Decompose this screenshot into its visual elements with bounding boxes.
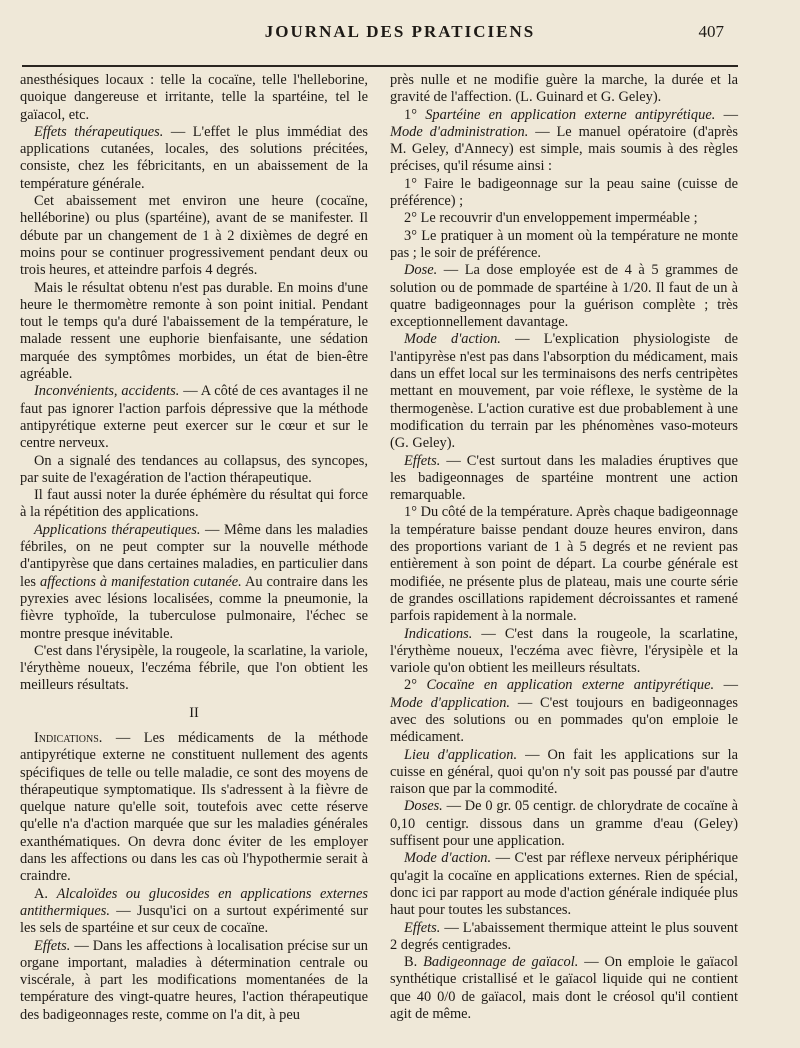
paragraph: 2° Cocaïne en application externe antipyrétique. — Mode d'application. — C'est toujours en badigeonnages avec des solutions ou en pommades qu'on emploie le médicament. — [390, 677, 738, 746]
page-number: 407 — [698, 22, 724, 41]
run-in-heading: Cocaïne en application externe antipyrétique. — [426, 677, 715, 694]
paragraph: Effets thérapeutiques. — L'effet le plus immédiat des applications cutanées, locales, des solutions précitées, consiste, chez les fébricitants, en un abaissement de la température générale. — [20, 123, 368, 192]
paragraph: A. Alcaloïdes ou glucosides en applications externes antithermiques. — Jusqu'ici on a surtout expérimenté sur les sels de spartéine et sur ceux de cocaïne. — [20, 885, 368, 937]
run-in-heading: Badigeonnage de gaïacol. — [423, 954, 579, 971]
paragraph: Mais le résultat obtenu n'est pas durable. En moins d'une heure le thermomètre remonte à son point initial. Pendant tout le temps qu'a duré l'abaissement de la température, le malade ressent une euphorie bienfaisante, une sédation marquée des symptômes morbides, un état de bien-être agréable. — [20, 279, 368, 383]
run-in-heading: Mode d'administration. — [390, 123, 529, 140]
left-column — [20, 72, 368, 1024]
run-in-heading: Indications. — [404, 625, 473, 642]
paragraph: 1° Du côté de la température. Après chaque badigeonnage la température baisse pendant douze heures environ, dans des proportions variant de 1 à 5 degrés et ne revient pas entièrement à son point de départ. La courbe générale est modifiée, ne présente plus de plateau, mais une courte série de grandes oscillations rapidement décroissantes et ramené parfois rapidement à la normale. — [390, 504, 738, 625]
run-in-heading: Spartéine en application externe antipyrétique. — [425, 106, 716, 123]
run-in-heading: Indications. — [34, 729, 103, 746]
run-in-heading: Doses. — [404, 798, 443, 815]
run-in-heading: Effets thérapeutiques. — [34, 123, 164, 140]
right-column — [390, 72, 738, 1023]
paragraph: Lieu d'application. — On fait les applications sur la cuisse en général, quoi qu'on n'y soit pas poussé par d'autre raison que par la commodité. — [390, 746, 738, 798]
paragraph: Il faut aussi noter la durée éphémère du résultat qui force à la répétition des applications. — [20, 487, 368, 521]
journal-title: JOURNAL DES PRATICIENS — [264, 22, 536, 41]
paragraph: 1° Spartéine en application externe antipyrétique. — Mode d'administration. — Le manuel opératoire (d'après M. Geley, d'Annecy) est simple, mais soumis à des règles précises, qu'il résume ainsi : — [390, 106, 738, 175]
paragraph: Indications. — Les médicaments de la méthode antipyrétique externe ne constituent nullement des agents spécifiques de telle ou telle maladie, ce sont des moyens de thérapeutique symptomatique. Ils s'adressent à la fièvre de quelque nature qu'elle soit, toutefois avec cette réserve qu'elle n'a d'action marquée que sur les maladies générales exanthématiques. On devra donc éviter de les employer dans les affections ou dans les cas où l'hypothermie serait à craindre. — [20, 729, 368, 885]
paragraph: On a signalé des tendances au collapsus, des syncopes, par suite de l'exagération de l'action thérapeutique. — [20, 452, 368, 486]
paragraph: Mode d'action. — L'explication physiologiste de l'antipyrèse n'est pas dans l'absorption du médicament, mais dans un effet local sur les terminaisons des nerfs centripètes mettant en mouvement, par voie réflexe, le système de la thermogenèse. L'action curative est due probablement à une modification du terrain par les phénomènes vaso-moteurs (G. Geley). — [390, 331, 738, 452]
run-in-heading: Mode d'action. — [404, 850, 492, 867]
paragraph: Effets. — L'abaissement thermique atteint le plus souvent 2 degrés centigrades. — [390, 919, 738, 953]
run-in-heading: Mode d'action. — [404, 331, 501, 348]
paragraph: Applications thérapeutiques. — Même dans les maladies fébriles, on ne peut compter sur la nouvelle méthode d'antipyrèse que dans certaines maladies, en particulier dans les affections à manifestation cutanée. Au contraire dans les pyrexies avec lésions localisées, comme la pneumonie, la fièvre typhoïde, la tuberculose pulmonaire, l'échec se montre presque inévitable. — [20, 521, 368, 642]
run-in-heading: Effets. — [404, 452, 441, 469]
header-rule — [22, 65, 738, 67]
paragraph: Doses. — De 0 gr. 05 centigr. de chlorydrate de cocaïne à 0,10 centigr. dissous dans un gramme d'eau (Geley) suffisent pour une application. — [390, 798, 738, 850]
paragraph: près nulle et ne modifie guère la marche, la durée et la gravité de l'affection. (L. Guinard et G. Geley). — [390, 72, 738, 106]
list-item: 1° Faire le badigeonnage sur la peau saine (cuisse de préférence) ; — [390, 175, 738, 210]
paragraph: Indications. — C'est dans la rougeole, la scarlatine, l'érythème noueux, l'eczéma avec fièvre, l'érysipèle et la variole qu'on obtient les meilleurs résultats. — [390, 625, 738, 677]
run-in-heading: Applications thérapeutiques. — [34, 521, 201, 538]
run-in-heading: Mode d'application. — [390, 694, 511, 711]
paragraph: Inconvénients, accidents. — A côté de ces avantages il ne faut pas ignorer l'action parfois dépressive que la méthode antipyrétique externe peut exercer sur le cœur et sur le centre nerveux. — [20, 383, 368, 452]
paragraph: anesthésiques locaux : telle la cocaïne, telle l'helleborine, quoique dangereuse et irritante, telle la spartéine, tel le gaïacol, etc. — [20, 72, 368, 123]
run-in-heading: Effets. — [34, 937, 71, 954]
paragraph: Effets. — Dans les affections à localisation précise sur un organe important, maladies à détermination centrale ou viscérale, à part les modifications momentanées de la température des vingt-quatre heures, l'action thérapeutique des badigeonnages reste, comme on l'a dit, à peu — [20, 937, 368, 1023]
run-in-heading: Alcaloïdes ou glucosides en applications externes antithermiques. — [20, 885, 368, 919]
list-item: 2° Le recouvrir d'un enveloppement imperméable ; — [404, 210, 698, 227]
run-in-heading: Dose. — [404, 262, 438, 279]
paragraph: B. Badigeonnage de gaïacol. — On emploie le gaïacol synthétique cristallisé et le gaïacol liquide qui ne contient que 40 0/0 de gaïacol, mais dont le créosol qu'il contient agit de même. — [390, 954, 738, 1023]
paragraph: Cet abaissement met environ une heure (cocaïne, helléborine) ou plus (spartéine), avant de se manifester. Il débute par un changement de 1 à 2 dixièmes de degré en moins pour se continuer progressivement pendant deux ou trois heures, et atteindre parfois 4 degrés. — [20, 193, 368, 279]
run-in-heading: Inconvénients, accidents. — [34, 383, 180, 400]
paragraph: Dose. — La dose employée est de 4 à 5 grammes de solution ou de pommade de spartéine à 1/20. Il faut de un à quatre badigeonnages pour la guérison complète ; très exceptionnellement davantage. — [390, 262, 738, 331]
paragraph: C'est dans l'érysipèle, la rougeole, la scarlatine, la variole, l'érythème noueux, l'eczéma fébrile, que l'on obtient les meilleurs résultats. — [20, 642, 368, 694]
section-number: II — [189, 704, 199, 721]
page-header — [0, 18, 800, 52]
run-in-heading: Lieu d'application. — [404, 746, 518, 763]
list-item: 3° Le pratiquer à un moment où la température ne monte pas ; le soir de préférence. — [390, 227, 738, 261]
paragraph: Effets. — C'est surtout dans les maladies éruptives que les badigeonnages de spartéine montrent une action remarquable. — [390, 452, 738, 504]
paragraph: Mode d'action. — C'est par réflexe nerveux périphérique qu'agit la cocaïne en applications externes. Rien de spécial, donc ici par rapport au mode d'action générale indiquée plus haut pour toutes les substances. — [390, 850, 738, 919]
run-in-heading: Effets. — [404, 919, 441, 936]
